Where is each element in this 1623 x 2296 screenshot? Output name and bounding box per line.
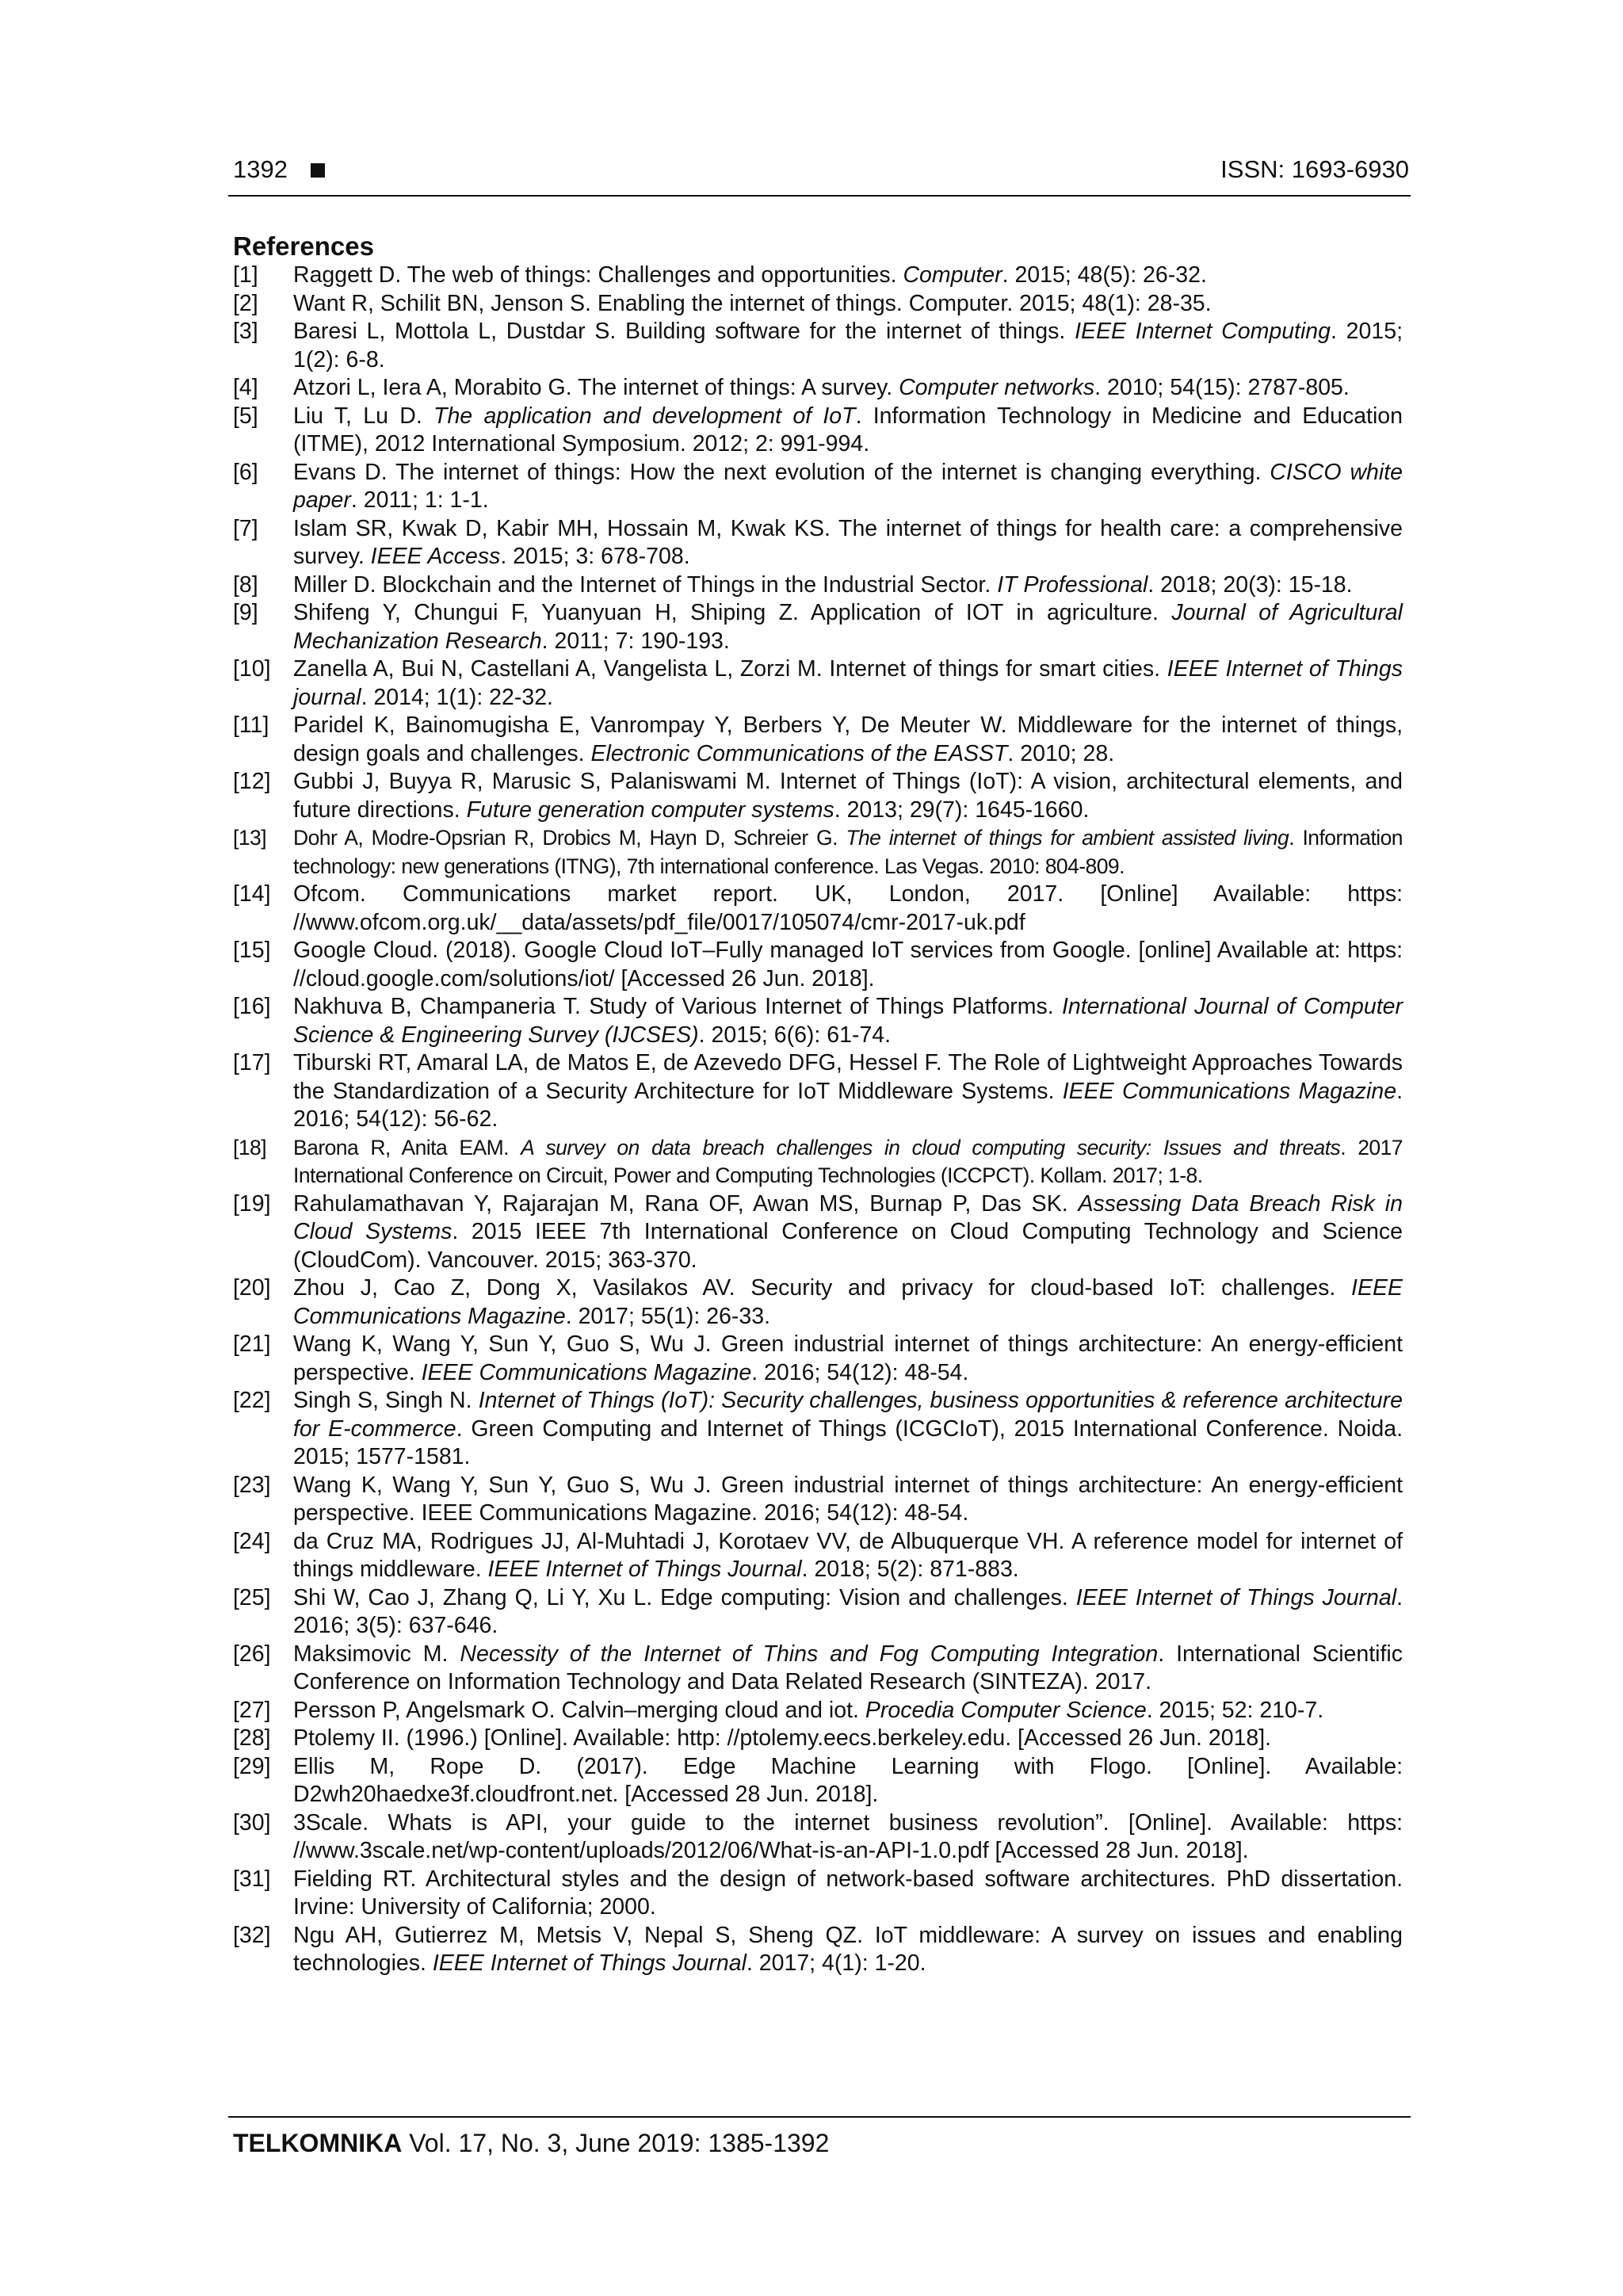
journal-name: TELKOMNIKA [233, 2129, 403, 2157]
reference-item [233, 1134, 1403, 1190]
reference-item [233, 459, 1403, 515]
reference-number: [24] [233, 1528, 271, 1554]
reference-source-italic: The application and development of IoT [433, 403, 856, 429]
reference-source-italic: A survey on data breach challenges in cloud computing security: Issues and threats [521, 1135, 1341, 1159]
reference-text-plain: Evans D. The internet of things: How the next evolution of the internet is changing everything. [293, 459, 1270, 485]
reference-text [293, 1049, 1403, 1134]
reference-number: [12] [233, 769, 271, 794]
reference-text [293, 1274, 1403, 1331]
reference-source-italic: IEEE Internet of Things journal [293, 656, 1403, 710]
reference-text [293, 1584, 1403, 1641]
reference-text [293, 1725, 1403, 1753]
reference-item [233, 1922, 1403, 1978]
reference-source-italic: IEEE Internet Computing [1075, 319, 1331, 344]
reference-text-tail: . 2016; 54(12): 48-54. [751, 1359, 969, 1385]
reference-text-tail: . 2015; 1(2): 6-8. [293, 319, 1403, 372]
reference-text-plain: Singh S, Singh N. [293, 1388, 479, 1413]
page-footer [233, 2129, 829, 2158]
reference-text [293, 403, 1403, 459]
reference-text-tail: . 2015; 3: 678-708. [500, 544, 690, 569]
reference-source-italic: CISCO white paper [293, 459, 1403, 513]
footer-rule [228, 2116, 1411, 2118]
reference-number: [30] [233, 1809, 271, 1836]
reference-text-tail: . 2017 International Conference on Circuit, Power and Computing Technologies (ICCPCT). Kollam. 2017; 1-8. [293, 1135, 1403, 1187]
reference-text [293, 1697, 1403, 1725]
reference-text [293, 599, 1403, 655]
reference-text [293, 1641, 1403, 1697]
reference-item [233, 1584, 1403, 1641]
reference-text-plain: Tiburski RT, Amaral LA, de Matos E, de Azevedo DFG, Hessel F. The Role of Lightweight Approaches Towards the Standardization of a Security Architecture for IoT Middleware Systems. [293, 1050, 1403, 1104]
reference-source-italic: Procedia Computer Science [865, 1697, 1147, 1723]
reference-text-plain: Zanella A, Bui N, Castellani A, Vangelista L, Zorzi M. Internet of things for smart cities. [293, 656, 1167, 682]
reference-source-italic: IEEE Communications Magazine [293, 1275, 1403, 1329]
reference-text-tail: . 2011; 7: 190-193. [541, 628, 730, 654]
reference-number: [2] [233, 290, 258, 316]
reference-number: [15] [233, 938, 271, 963]
header-rule [228, 195, 1411, 197]
reference-number: [14] [233, 881, 271, 907]
reference-source-italic: Computer networks [899, 375, 1095, 400]
reference-text-tail: . 2016; 3(5): 637-646. [293, 1584, 1403, 1638]
reference-number: [11] [233, 712, 269, 738]
reference-number: [6] [233, 459, 258, 485]
reference-text-tail: . 2011; 1: 1-1. [350, 487, 489, 513]
reference-text-plain: Ptolemy II. (1996.) [Online]. Available: http: //ptolemy.eecs.berkeley.edu. [Accessed 26 Jun. 2018]. [293, 1725, 1272, 1751]
reference-number: [10] [233, 656, 271, 682]
reference-text [293, 655, 1403, 712]
reference-text [293, 318, 1403, 374]
reference-item [233, 1528, 1403, 1584]
reference-text-plain: Paridel K, Bainomugisha E, Vanrompay Y, Berbers Y, De Meuter W. Middleware for the internet of things, design goals and challenges. [293, 712, 1403, 766]
reference-number: [22] [233, 1388, 271, 1413]
reference-text-plain: Barona R, Anita EAM. [293, 1135, 521, 1159]
reference-text [293, 768, 1403, 824]
issn-label: ISSN: 1693-6930 [1220, 155, 1409, 183]
reference-text-tail: . International Scientific Conference on Information Technology and Data Related Research (SINTEZA). 2017. [293, 1641, 1403, 1694]
reference-source-italic: IT Professional [997, 571, 1148, 598]
reference-text-plain: Google Cloud. (2018). Google Cloud IoT–Fully managed IoT services from Google. [online] Available at: https: //cloud.google.com/solutions/iot/ [Accessed 26 Jun. 2018]. [293, 938, 1403, 991]
reference-source-italic: Journal of Agricultural Mechanization Research [293, 600, 1403, 654]
reference-text [293, 1528, 1403, 1584]
reference-text-plain: Maksimovic M. [293, 1641, 460, 1667]
reference-item [233, 1866, 1403, 1922]
reference-item [233, 571, 1403, 600]
reference-text-plain: Raggett D. The web of things: Challenges and opportunities. [293, 262, 903, 288]
reference-number: [29] [233, 1753, 271, 1779]
reference-text-tail: . Information technology: new generations (ITNG), 7th international conference. Las Vegas. 2010: 804-809. [293, 826, 1403, 878]
reference-text-plain: Wang K, Wang Y, Sun Y, Guo S, Wu J. Green industrial internet of things architecture: An energy-efficient perspective. IEEE Communications Magazine. 2016; 54(12): 48-54. [293, 1472, 1403, 1526]
reference-item [233, 290, 1403, 319]
reference-number: [17] [233, 1050, 271, 1075]
reference-number: [32] [233, 1922, 271, 1948]
reference-text-plain: Persson P, Angelsmark O. Calvin–merging cloud and iot. [293, 1697, 865, 1723]
reference-item [233, 768, 1403, 824]
reference-text-tail: . Green Computing and Internet of Things (ICGCIoT), 2015 International Conference. Noida. 2015; 1577-1581. [293, 1415, 1403, 1469]
reference-text-plain: Zhou J, Cao Z, Dong X, Vasilakos AV. Security and privacy for cloud-based IoT: challenges. [293, 1275, 1352, 1301]
reference-item [233, 262, 1403, 290]
reference-item [233, 1274, 1403, 1331]
reference-text [293, 290, 1403, 319]
reference-item [233, 403, 1403, 459]
reference-source-italic: IEEE Internet of Things Journal [1075, 1584, 1397, 1610]
reference-item [233, 1190, 1403, 1275]
reference-text-plain: Shifeng Y, Chungui F, Yuanyuan H, Shiping Z. Application of IOT in agriculture. [293, 600, 1172, 625]
reference-number: [3] [233, 319, 258, 344]
reference-number: [31] [233, 1866, 271, 1892]
reference-item [233, 712, 1403, 768]
reference-item [233, 1697, 1403, 1725]
page-number: 1392 [233, 155, 288, 183]
reference-text [293, 515, 1403, 571]
reference-text-plain: Dohr A, Modre-Opsrian R, Drobics M, Hayn D, Schreier G. [293, 826, 846, 850]
reference-text-tail: . 2010; 28. [1007, 740, 1115, 766]
reference-text [293, 1922, 1403, 1978]
journal-issue-details: Vol. 17, No. 3, June 2019: 1385-1392 [409, 2129, 830, 2157]
reference-text-plain: Want R, Schilit BN, Jenson S. Enabling the internet of things. Computer. 2015; 48(1): 28-35. [293, 290, 1212, 316]
reference-text [293, 571, 1403, 600]
reference-text-plain: da Cruz MA, Rodrigues JJ, Al-Muhtadi J, Korotaev VV, de Albuquerque VH. A reference model for internet of things middleware. [293, 1528, 1403, 1582]
reference-text [293, 1472, 1403, 1528]
reference-number: [1] [233, 262, 258, 288]
reference-source-italic: IEEE Communications Magazine [421, 1359, 752, 1385]
reference-text [293, 937, 1403, 993]
reference-source-italic: The internet of things for ambient assisted living [846, 826, 1289, 850]
reference-item [233, 1725, 1403, 1753]
page-header [233, 155, 1409, 197]
reference-source-italic: IEEE Internet of Things Journal [432, 1950, 747, 1976]
reference-source-italic: Assessing Data Breach Risk in Cloud Systems [293, 1190, 1403, 1244]
reference-text-tail: . 2017; 55(1): 26-33. [565, 1303, 771, 1329]
reference-text [293, 1753, 1403, 1809]
reference-item [233, 599, 1403, 655]
reference-text-plain: Rahulamathavan Y, Rajarajan M, Rana OF, Awan MS, Burnap P, Das SK. [293, 1190, 1079, 1217]
reference-text [293, 1387, 1403, 1472]
reference-number: [26] [233, 1641, 271, 1667]
reference-text-tail: . 2014; 1(1): 22-32. [361, 684, 553, 710]
reference-text [293, 1809, 1403, 1866]
reference-item [233, 1387, 1403, 1472]
reference-text [293, 1331, 1403, 1387]
reference-number: [27] [233, 1697, 271, 1723]
reference-text-tail: . 2017; 4(1): 1-20. [746, 1950, 926, 1976]
reference-text-plain: Nakhuva B, Champaneria T. Study of Various Internet of Things Platforms. [293, 994, 1062, 1019]
reference-source-italic: IEEE Internet of Things Journal [487, 1557, 802, 1582]
reference-source-italic: Electronic Communications of the EASST [590, 740, 1008, 766]
reference-text-plain: Ofcom. Communications market report. UK, London, 2017. [Online] Available: https: //www.ofcom.org.uk/__data/assets/pdf_file/0017/105074/cmr-2017-uk.pdf [293, 881, 1403, 935]
reference-text-tail: . 2010; 54(15): 2787-805. [1094, 375, 1350, 400]
reference-number: [21] [233, 1331, 271, 1357]
reference-text-plain: Miller D. Blockchain and the Internet of Things in the Industrial Sector. [293, 571, 998, 598]
reference-text [293, 262, 1403, 290]
reference-item [233, 1809, 1403, 1866]
reference-text-plain: Islam SR, Kwak D, Kabir MH, Hossain M, Kwak KS. The internet of things for health care: a comprehensive survey. [293, 515, 1403, 569]
reference-item [233, 1331, 1403, 1387]
reference-text-tail: . 2015; 48(5): 26-32. [1002, 262, 1207, 288]
reference-item [233, 318, 1403, 374]
reference-text-plain: Shi W, Cao J, Zhang Q, Li Y, Xu L. Edge computing: Vision and challenges. [293, 1584, 1076, 1610]
reference-number: [18] [233, 1135, 267, 1159]
reference-text [293, 1190, 1403, 1275]
reference-number: [4] [233, 375, 258, 400]
reference-text-plain: Ellis M, Rope D. (2017). Edge Machine Learning with Flogo. [Online]. Available: D2wh20haedxe3f.cloudfront.net. [Accessed 28 Jun. 2018]. [293, 1753, 1403, 1807]
reference-number: [5] [233, 403, 258, 429]
reference-item [233, 1641, 1403, 1697]
reference-item [233, 881, 1403, 937]
reference-source-italic: IEEE Access [370, 544, 501, 569]
reference-text [293, 1134, 1403, 1190]
reference-list [233, 262, 1403, 1978]
section-title: References [233, 231, 374, 261]
reference-text [293, 993, 1403, 1049]
reference-item [233, 655, 1403, 712]
reference-text [293, 712, 1403, 768]
reference-text-plain: Wang K, Wang Y, Sun Y, Guo S, Wu J. Green industrial internet of things architecture: An energy-efficient perspective. [293, 1331, 1403, 1385]
reference-number: [25] [233, 1584, 271, 1610]
reference-text-tail: . 2013; 29(7): 1645-1660. [834, 797, 1090, 823]
reference-item [233, 1472, 1403, 1528]
reference-item [233, 993, 1403, 1049]
reference-number: [16] [233, 994, 271, 1019]
reference-text-tail: . Information Technology in Medicine and Education (ITME), 2012 International Symposium. 2012; 2: 991-994. [293, 403, 1403, 457]
reference-number: [13] [233, 826, 267, 850]
reference-source-italic: Necessity of the Internet of Thins and Fog Computing Integration [460, 1641, 1159, 1667]
reference-text-plain: Atzori L, Iera A, Morabito G. The internet of things: A survey. [293, 375, 899, 400]
reference-source-italic: International Journal of Computer Science & Engineering Survey (IJCSES) [293, 994, 1403, 1048]
reference-text-plain: Ngu AH, Gutierrez M, Metsis V, Nepal S, Sheng QZ. IoT middleware: A survey on issues and enabling technologies. [293, 1922, 1403, 1976]
reference-source-italic: Future generation computer systems [466, 797, 834, 823]
reference-text [293, 824, 1403, 881]
reference-item [233, 1049, 1403, 1134]
reference-text [293, 374, 1403, 403]
reference-number: [28] [233, 1725, 271, 1751]
reference-text [293, 881, 1403, 937]
reference-item [233, 824, 1403, 881]
reference-text [293, 459, 1403, 515]
reference-number: [19] [233, 1190, 271, 1217]
reference-source-italic: Computer [903, 262, 1002, 288]
reference-text-tail: . 2018; 20(3): 15-18. [1148, 571, 1353, 598]
reference-text-tail: . 2015; 6(6): 61-74. [698, 1022, 892, 1048]
reference-text-plain: Gubbi J, Buyya R, Marusic S, Palaniswami M. Internet of Things (IoT): A vision, architectural elements, and future directions. [293, 769, 1403, 823]
reference-text-plain: 3Scale. Whats is API, your guide to the internet business revolution”. [Online]. Available: https: //www.3scale.net/wp-content/uploads/2012/06/What-is-an-API-1.0.pdf [Accessed 28 Jun. 2018]. [293, 1809, 1403, 1863]
reference-item [233, 1753, 1403, 1809]
reference-number: [8] [233, 571, 258, 598]
reference-text-tail: . 2018; 5(2): 871-883. [801, 1557, 1019, 1582]
reference-text-tail: . 2016; 54(12): 56-62. [293, 1078, 1403, 1132]
reference-text-tail: . 2015; 52: 210-7. [1146, 1697, 1324, 1723]
reference-source-italic: IEEE Communications Magazine [1062, 1078, 1397, 1104]
reference-number: [23] [233, 1472, 271, 1498]
reference-item [233, 937, 1403, 993]
reference-text-plain: Fielding RT. Architectural styles and the design of network-based software architectures. PhD dissertation. Irvine: University of California; 2000. [293, 1866, 1403, 1920]
reference-text-plain: Liu T, Lu D. [293, 403, 434, 429]
reference-text-tail: . 2015 IEEE 7th International Conference on Cloud Computing Technology and Science (CloudCom). Vancouver. 2015; 363-370. [293, 1219, 1403, 1273]
reference-source-italic: Internet of Things (IoT): Security challenges, business opportunities & reference architecture for E-commerce [293, 1388, 1403, 1442]
reference-number: [7] [233, 515, 258, 541]
black-square-icon [311, 163, 325, 178]
reference-number: [20] [233, 1275, 271, 1301]
reference-text-plain: Baresi L, Mottola L, Dustdar S. Building software for the internet of things. [293, 319, 1075, 344]
reference-item [233, 515, 1403, 571]
reference-item [233, 374, 1403, 403]
reference-number: [9] [233, 600, 258, 625]
reference-text [293, 1866, 1403, 1922]
